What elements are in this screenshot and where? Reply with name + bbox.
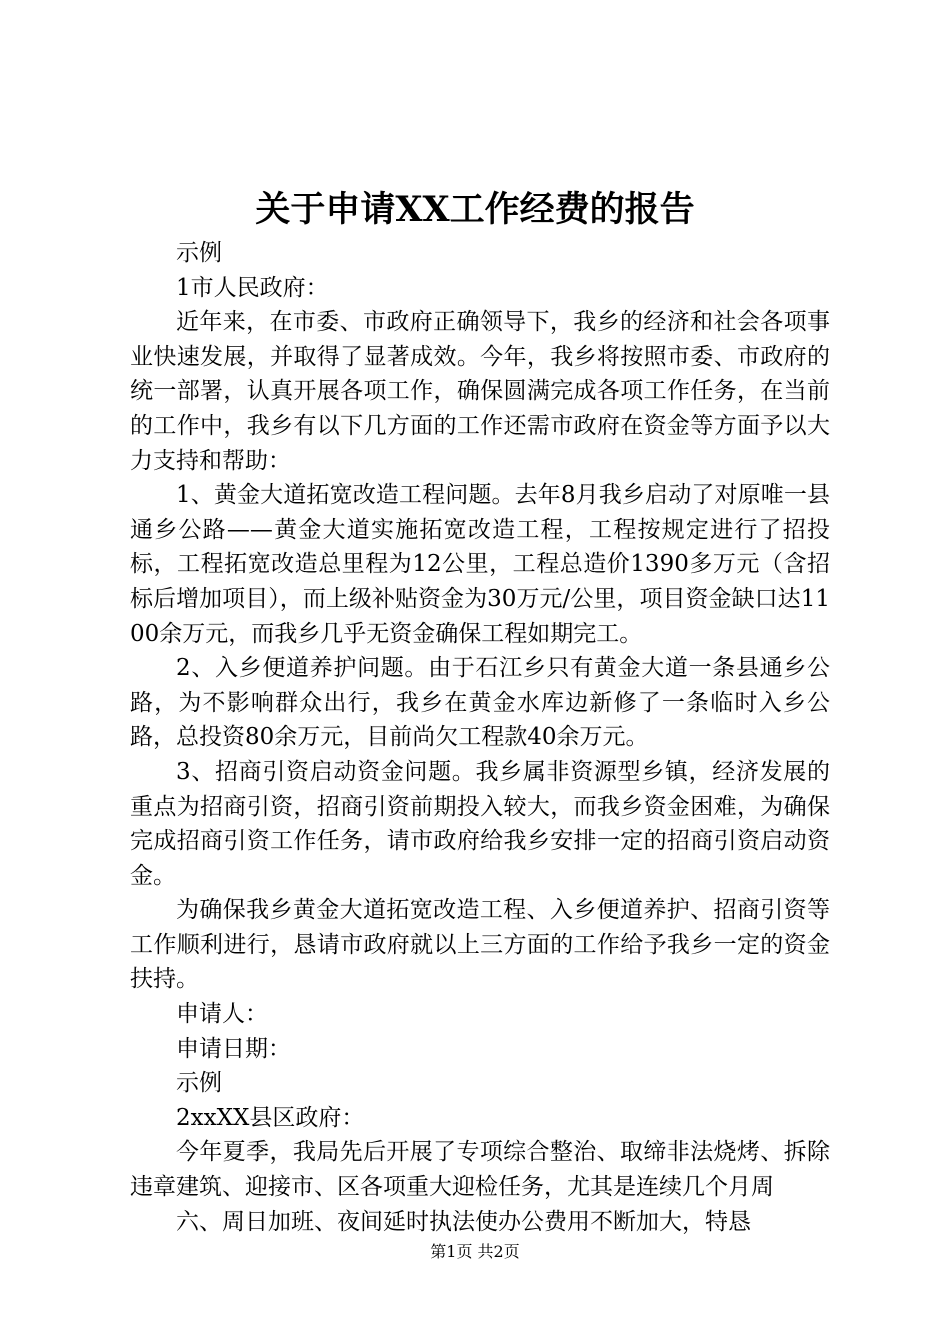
- paragraph-addressee-1: 1市人民政府：: [176, 274, 329, 301]
- paragraph-applicant: 申请人：: [176, 1001, 268, 1028]
- paragraph-application-date: 申请日期：: [176, 1035, 291, 1062]
- paragraph-summer-work: 今年夏季，我局先后开展了专项综合整治、取缔非法烧烤、拆除违章建筑、迎接市、区各项重大迎检任务，尤其是连续几个月周: [130, 1139, 830, 1201]
- page-number: 第1页: [430, 1242, 473, 1261]
- paragraph-example-label-2: 示例: [176, 1070, 222, 1097]
- document-title: 关于申请XX工作经费的报告: [255, 189, 695, 230]
- paragraph-example-label-1: 示例: [176, 240, 222, 266]
- paragraph-request: 为确保我乡黄金大道拓宽改造工程、入乡便道养护、招商引资等工作顺利进行，恳请市政府就以上三方面的工作给予我乡一定的资金扶持。: [130, 897, 830, 993]
- paragraph-overtime: 六、周日加班、夜间延时执法使办公费用不断加大，特恳: [176, 1208, 751, 1235]
- paragraph-item-1: 1、黄金大道拓宽改造工程问题。去年8月我乡启动了对原唯一县通乡公路——黄金大道实施拓宽改造工程，工程按规定进行了招投标，工程拓宽改造总里程为12公里，工程总造价1390多万元（含招标后增加项目），而上级补贴资金为30万元/公里，项目资金缺口达1100余万元，而我乡几乎无资金确保工程如期完工。: [130, 482, 830, 647]
- paragraph-addressee-2: 2xxXX县区政府：: [176, 1104, 365, 1131]
- paragraph-item-2: 2、入乡便道养护问题。由于石江乡只有黄金大道一条县通乡公路，为不影响群众出行，我乡在黄金水库边新修了一条临时入乡公路，总投资80余万元，目前尚欠工程款40余万元。: [130, 655, 830, 751]
- paragraph-intro: 近年来，在市委、市政府正确领导下，我乡的经济和社会各项事业快速发展，并取得了显著成效。今年，我乡将按照市委、市政府的统一部署，认真开展各项工作，确保圆满完成各项工作任务，在当前的工作中，我乡有以下几方面的工作还需市政府在资金等方面予以大力支持和帮助：: [130, 309, 830, 474]
- page-total: 共2页: [477, 1242, 520, 1261]
- document-body: [130, 236, 830, 1239]
- page-footer: [0, 1240, 950, 1264]
- paragraph-item-3: 3、招商引资启动资金问题。我乡属非资源型乡镇，经济发展的重点为招商引资，招商引资前期投入较大，而我乡资金困难，为确保完成招商引资工作任务，请市政府给我乡安排一定的招商引资启动资金。: [130, 758, 830, 889]
